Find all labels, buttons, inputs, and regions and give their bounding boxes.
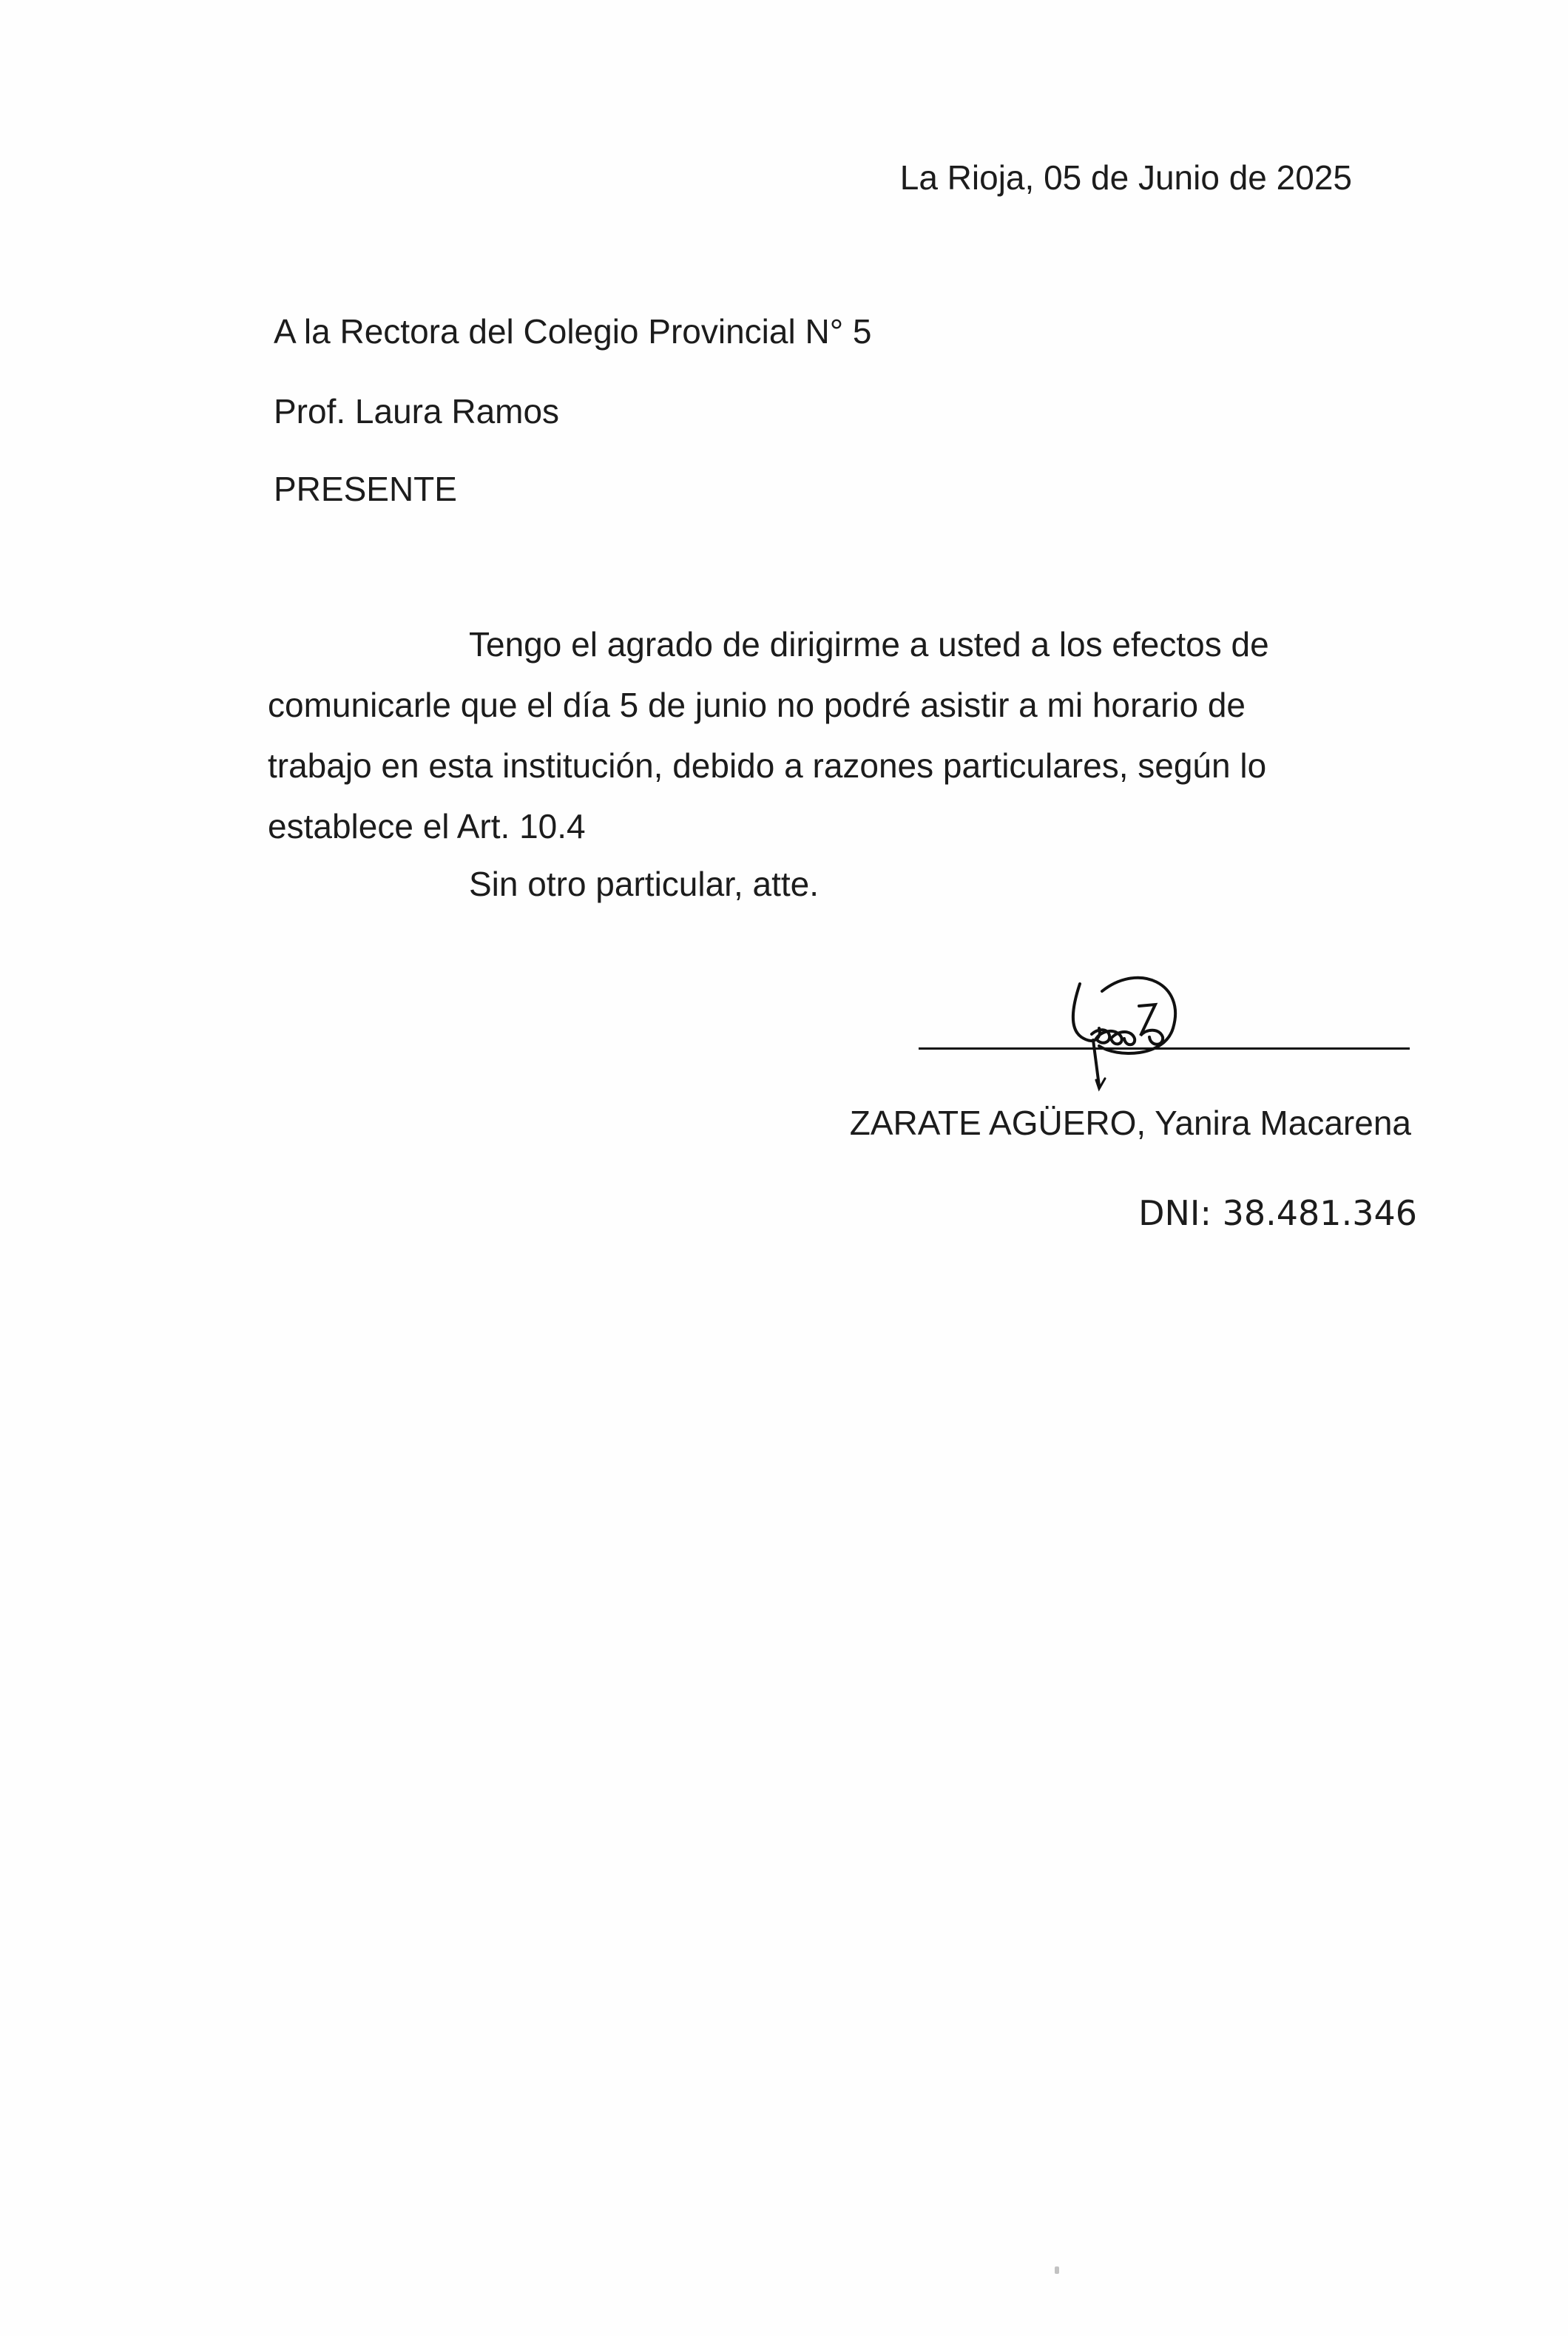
signer-dni: DNI: 38.481.346	[1138, 1193, 1417, 1233]
recipient-line-1: A la Rectora del Colegio Provincial N° 5	[274, 312, 872, 351]
handwritten-signature	[1028, 954, 1191, 1102]
signer-name: ZARATE AGÜERO, Yanira Macarena	[849, 1104, 1411, 1142]
closing-line: Sin otro particular, atte.	[469, 865, 820, 903]
letter-body	[268, 614, 1355, 857]
place-date: La Rioja, 05 de Junio de 2025	[899, 158, 1352, 197]
body-paragraph: Tengo el agrado de dirigirme a usted a los efectos de comunicarle que el día 5 de junio no podré asistir a mi horario de trabajo en esta institución, debido a razones particulares, según lo establece el Art. 10.4	[268, 625, 1269, 845]
paper-speck	[1055, 2266, 1059, 2274]
recipient-line-2: Prof. Laura Ramos	[274, 392, 560, 431]
signature-block	[910, 947, 1413, 1124]
recipient-line-3: PRESENTE	[274, 470, 457, 508]
